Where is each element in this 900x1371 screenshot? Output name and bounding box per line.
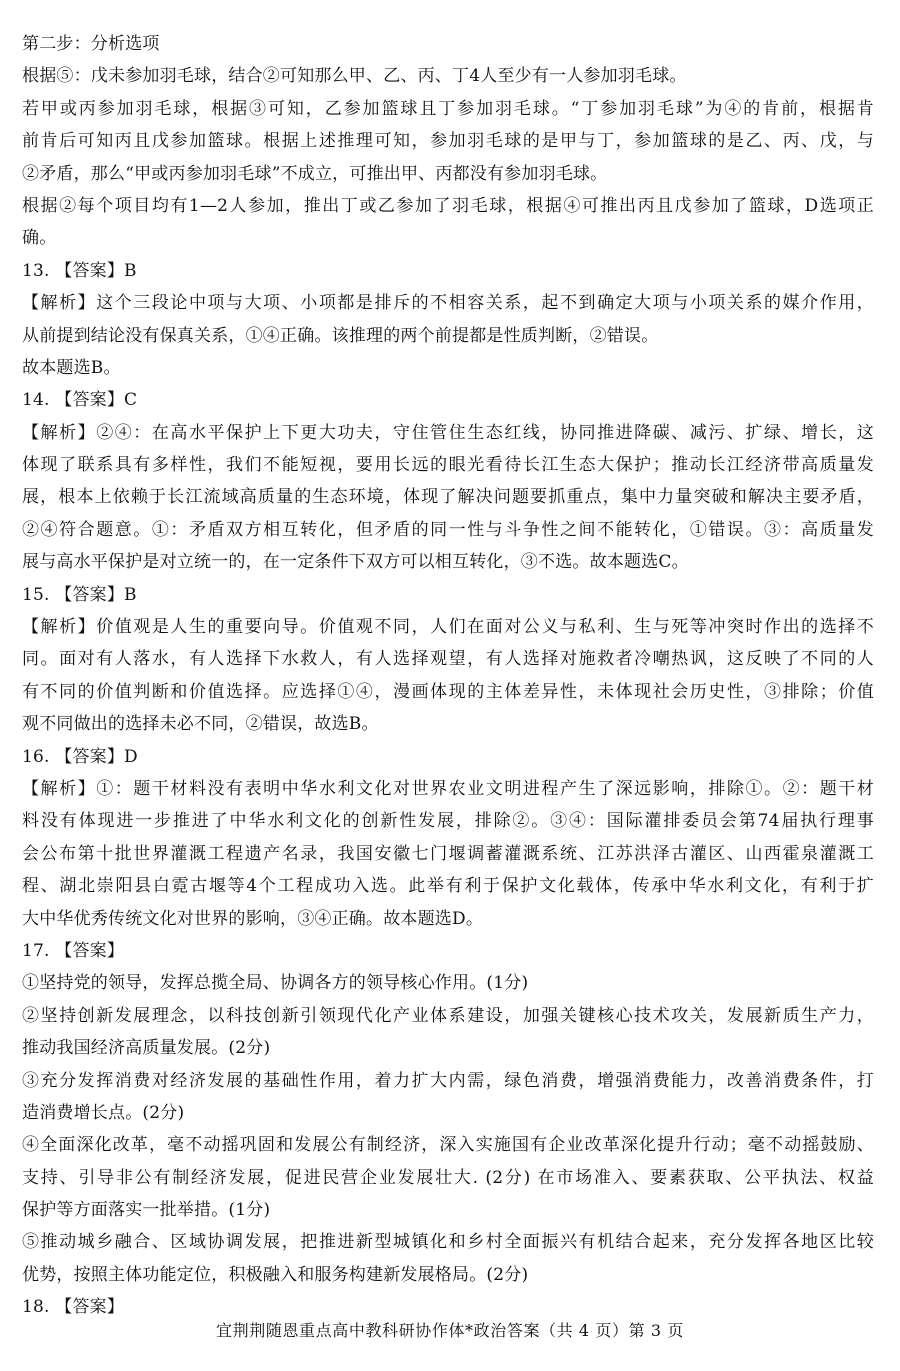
page-footer: 宜荆荆随恩重点高中教科研协作体*政治答案（共 4 页）第 3 页 (216, 1321, 684, 1340)
text-line: 展，根本上依赖于长江流域高质量的生态环境，体现了解决问题要抓重点，集中力量突破和解决主要矛盾， (22, 487, 874, 508)
text-line: 同。面对有人落水，有人选择下水救人，有人选择观望，有人选择对施救者冷嘲热讽，这反映了不同的人 (22, 649, 874, 670)
answer-text-block (22, 28, 874, 1324)
text-line: 故本题选B。 (22, 357, 121, 378)
text-line: 观不同做出的选择未必不同，②错误，故选B。 (22, 714, 379, 735)
text-line: 13. 【答案】B (22, 260, 137, 281)
text-line: 支持、引导非公有制经济发展，促进民营企业发展壮大. (2分) 在市场准入、要素获取、公平执法、权益 (22, 1167, 874, 1188)
text-line: 根据⑤：戊未参加羽毛球，结合②可知那么甲、乙、丙、丁4人至少有一人参加羽毛球。 (22, 66, 687, 87)
text-line: 体现了联系具有多样性，我们不能短视，要用长远的眼光看待长江生态大保护；推动长江经济带高质量发 (22, 455, 874, 476)
text-line: 料没有体现进一步推进了中华水利文化的创新性发展，排除②。③④：国际灌排委员会第74届执行理事 (22, 811, 874, 832)
text-line: 18. 【答案】 (22, 1297, 125, 1318)
text-line: 前肯后可知丙且戊参加篮球。根据上述推理可知，参加羽毛球的是甲与丁，参加篮球的是乙、丙、戊，与 (22, 131, 874, 152)
text-line: 造消费增长点。(2分) (22, 1102, 185, 1123)
text-line: 确。 (22, 228, 57, 249)
text-line: 推动我国经济高质量发展。(2分) (22, 1038, 271, 1059)
text-line: ②矛盾，那么“甲或丙参加羽毛球”不成立，可推出甲、丙都没有参加羽毛球。 (22, 163, 608, 184)
text-line: ①坚持党的领导，发挥总揽全局、协调各方的领导核心作用。(1分) (22, 973, 529, 994)
text-line: 【解析】这个三段论中项与大项、小项都是排斥的不相容关系，起不到确定大项与小项关系的媒介作用， (22, 293, 874, 314)
text-line: ②④符合题意。①：矛盾双方相互转化，但矛盾的同一性与斗争性之间不能转化，①错误。③：高质量发 (22, 519, 874, 540)
text-line: 根据②每个项目均有1—2人参加，推出丁或乙参加了羽毛球，根据④可推出丙且戊参加了篮球，D选项正 (22, 195, 874, 216)
text-line: 优势，按照主体功能定位，积极融入和服务构建新发展格局。(2分) (22, 1264, 529, 1285)
text-line: 16. 【答案】D (22, 746, 138, 767)
text-line: 第二步：分析选项 (22, 34, 160, 54)
text-line: ⑤推动城乡融合、区域协调发展，把推进新型城镇化和乡村全面振兴有机结合起来，充分发挥各地区比较 (22, 1232, 874, 1253)
text-line: 15. 【答案】B (22, 584, 137, 605)
text-line: 大中华优秀传统文化对世界的影响，③④正确。故本题选D。 (22, 908, 484, 929)
text-line: 17. 【答案】 (22, 940, 125, 961)
text-line: 【解析】①：题干材料没有表明中华水利文化对世界农业文明进程产生了深远影响，排除①。②：题干材 (22, 778, 874, 799)
text-line: 展与高水平保护是对立统一的，在一定条件下双方可以相互转化，③不选。故本题选C。 (22, 552, 689, 573)
text-line: ③充分发挥消费对经济发展的基础性作用，着力扩大内需，绿色消费，增强消费能力，改善消费条件，打 (22, 1070, 874, 1091)
text-line: 从前提到结论没有保真关系，①④正确。该推理的两个前提都是性质判断，②错误。 (22, 325, 659, 346)
text-line: 【解析】价值观是人生的重要向导。价值观不同，人们在面对公义与私利、生与死等冲突时作出的选择不 (22, 617, 874, 638)
text-line: 会公布第十批世界灌溉工程遗产名录，我国安徽七门堰调蓄灌溉系统、江苏洪泽古灌区、山西霍泉灌溉工 (22, 843, 874, 864)
text-line: ②坚持创新发展理念，以科技创新引领现代化产业体系建设，加强关键核心技术攻关，发展新质生产力， (22, 1005, 874, 1026)
text-line: 程、湖北崇阳县白霓古堰等4个工程成功入选。此举有利于保护文化载体，传承中华水利文化，有利于扩 (22, 876, 874, 897)
text-line: 保护等方面落实一批举措。(1分) (22, 1200, 271, 1221)
text-line: 【解析】②④：在高水平保护上下更大功夫，守住管住生态红线，协同推进降碳、减污、扩绿、增长，这 (22, 422, 874, 443)
text-line: 若甲或丙参加羽毛球，根据③可知，乙参加篮球且丁参加羽毛球。“丁参加羽毛球”为④的肯前，根据肯 (22, 98, 874, 119)
text-line: ④全面深化改革，毫不动摇巩固和发展公有制经济，深入实施国有企业改革深化提升行动；毫不动摇鼓励、 (22, 1135, 874, 1156)
text-line: 14. 【答案】C (22, 390, 138, 411)
text-line: 有不同的价值判断和价值选择。应选择①④，漫画体现的主体差异性，未体现社会历史性，③排除；价值 (22, 681, 874, 702)
